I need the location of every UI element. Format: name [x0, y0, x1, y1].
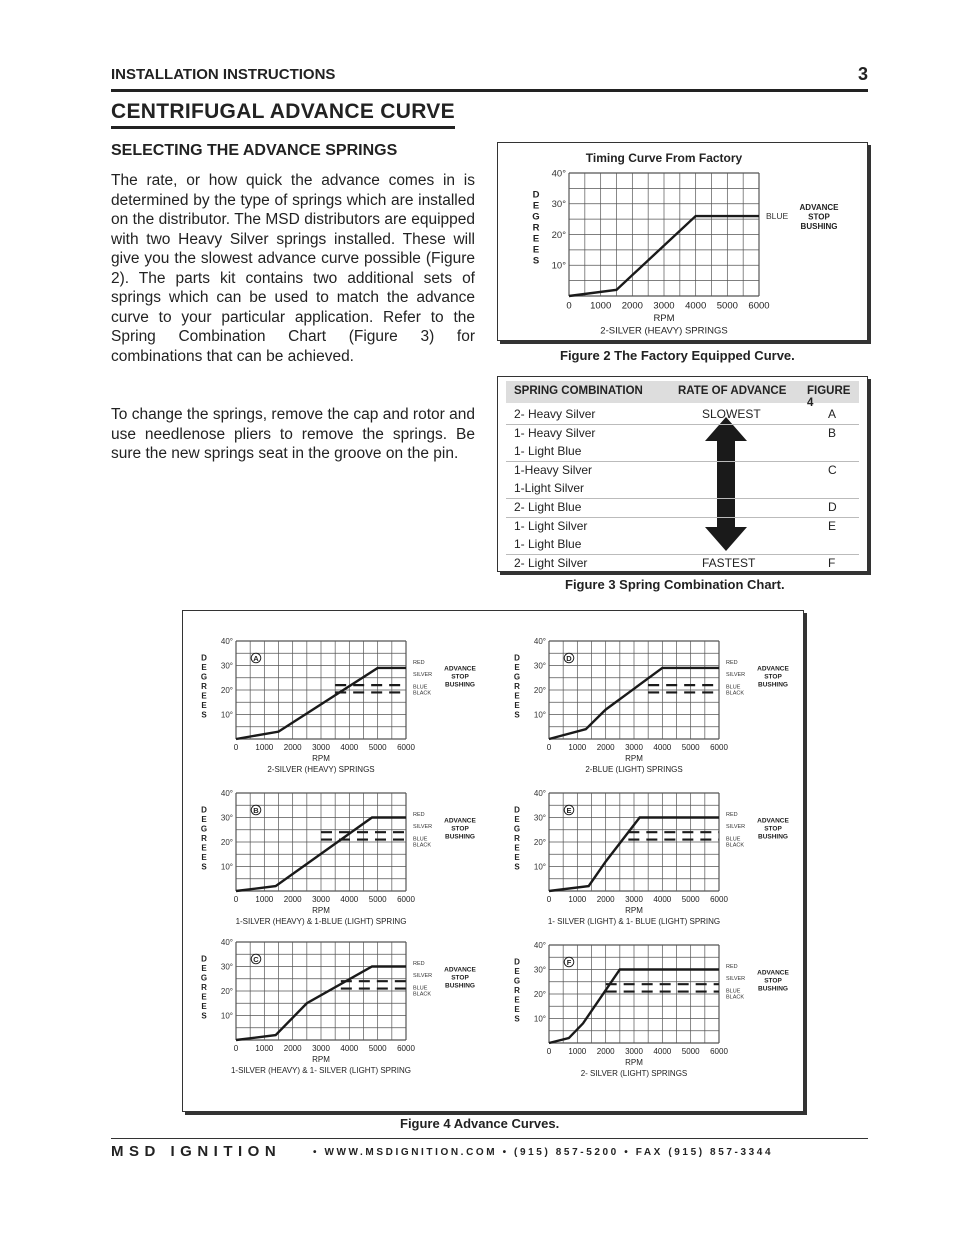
- y-axis-label-letter: E: [514, 701, 520, 711]
- y-axis-label-letter: D: [514, 805, 520, 815]
- y-tick-label: 10°: [551, 260, 566, 272]
- chart-letter: A: [253, 653, 259, 663]
- bushing-color-label: BLACK: [726, 842, 745, 849]
- y-axis-label-letter: E: [201, 853, 207, 863]
- x-tick-label: 3000: [625, 1047, 643, 1056]
- bushing-color-label: RED: [726, 963, 738, 970]
- advance-stop-bushing-label: BUSHING: [445, 833, 475, 841]
- y-axis-label-letter: E: [201, 701, 207, 711]
- x-tick-label: 3000: [625, 743, 643, 752]
- advance-stop-bushing-label: BUSHING: [758, 985, 788, 993]
- x-tick-label: 5000: [681, 895, 700, 904]
- x-tick-label: 4000: [653, 1047, 672, 1056]
- advance-stop-bushing-label: ADVANCE: [757, 969, 789, 977]
- y-axis-label-letter: G: [200, 672, 208, 682]
- spring-combination-cell: 2- Heavy Silver: [514, 407, 596, 421]
- spring-combination-cell: 2- Light Blue: [514, 500, 582, 514]
- rate-of-advance-cell: SLOWEST: [702, 407, 761, 421]
- header-figure-4: FIGURE 4: [807, 385, 851, 409]
- y-axis-label-letter: R: [201, 834, 207, 844]
- advance-stop-bushing-label: ADVANCE: [444, 966, 476, 974]
- bushing-color-label: SILVER: [726, 976, 746, 983]
- bushing-color-label: BLUE: [726, 684, 741, 691]
- y-axis-label-letter: G: [200, 824, 208, 834]
- y-tick-label: 30°: [220, 813, 233, 823]
- x-tick-label: 0: [233, 743, 239, 752]
- x-tick-label: 2000: [621, 300, 643, 312]
- y-axis-label-letter: D: [201, 954, 207, 964]
- chart-E: [514, 789, 790, 926]
- x-tick-label: 4000: [340, 743, 359, 752]
- figure-4-box: [182, 610, 804, 1112]
- y-axis-label-letter: S: [201, 710, 207, 720]
- figure-4-cell: A: [828, 407, 837, 421]
- y-tick-label: 20°: [533, 685, 546, 695]
- spring-combination-cell: 1- Light Blue: [514, 444, 582, 459]
- y-tick-label: 20°: [551, 229, 566, 241]
- y-tick-label: 40°: [220, 636, 233, 646]
- bushing-color-label: BLACK: [413, 991, 432, 998]
- advance-stop-bushing-label: STOP: [764, 673, 782, 681]
- x-tick-label: 6000: [710, 743, 728, 752]
- x-tick-label: 2000: [596, 1047, 615, 1056]
- header-spring-combination: SPRING COMBINATION: [514, 385, 643, 397]
- bushing-color-label: BLACK: [726, 690, 745, 697]
- bushing-color-label: BLACK: [413, 690, 432, 697]
- y-tick-label: 10°: [220, 862, 233, 872]
- x-tick-label: 2000: [283, 1044, 302, 1053]
- y-axis-label-letter: E: [514, 815, 520, 825]
- y-axis-label-letter: E: [514, 853, 520, 863]
- x-tick-label: 6000: [748, 300, 770, 312]
- figure-4-caption: Figure 4 Advance Curves.: [400, 1116, 560, 1131]
- x-tick-label: 4000: [653, 743, 672, 752]
- y-tick-label: 30°: [551, 199, 566, 211]
- table-header: [506, 381, 859, 409]
- x-axis-label: RPM: [312, 754, 330, 763]
- paragraph-change-springs: To change the springs, remove the cap and rotor and use needlenose pliers to remove the springs. Be sure the new springs seat in the groove on the pin.: [111, 406, 475, 462]
- table-row-divider: [506, 517, 859, 518]
- x-tick-label: 5000: [368, 743, 387, 752]
- chart-B: [201, 789, 477, 926]
- x-tick-label: 5000: [368, 895, 387, 904]
- y-tick-label: 40°: [551, 168, 566, 180]
- y-axis-label-letter: E: [201, 1002, 207, 1012]
- x-tick-label: 1000: [255, 1044, 274, 1053]
- figure-4-cell: C: [828, 462, 837, 477]
- y-axis-label-letter: E: [514, 691, 520, 701]
- x-tick-label: 0: [233, 1044, 239, 1053]
- x-tick-label: 2000: [596, 743, 615, 752]
- y-tick-label: 30°: [533, 813, 546, 823]
- paragraph-springs: The rate, or how quick the advance comes in is determined by the type of springs which are installed on the distributor. The MSD distributors are equipped with two Heavy Silver springs installed. These will give you the slowest advance curve possible (Figure 2). The parts kit contains two additional sets of springs which can be used to match the advance curve to your particular application. Refer to the Spring Combination Chart (Figure 3) for combinations that can be achieved.: [111, 172, 475, 365]
- x-tick-label: 6000: [710, 1047, 728, 1056]
- bushing-color-label: BLACK: [413, 842, 432, 849]
- chart-D: [514, 637, 790, 774]
- x-tick-label: 1000: [255, 895, 274, 904]
- chart-letter: D: [566, 653, 572, 663]
- footer-rule: [111, 1138, 868, 1139]
- table-row: [506, 556, 859, 575]
- x-tick-label: 4000: [653, 895, 672, 904]
- spring-combination-cell: 1- Heavy Silver: [514, 425, 596, 440]
- table-row-divider: [506, 554, 859, 555]
- advance-stop-bushing-label: ADVANCE: [757, 817, 789, 825]
- spring-combination-table: [497, 376, 868, 572]
- x-tick-label: 2000: [283, 895, 302, 904]
- y-tick-label: 10°: [533, 710, 546, 720]
- y-axis-label-letter: E: [532, 233, 540, 245]
- x-tick-label: 4000: [340, 895, 359, 904]
- y-axis-label-letter: E: [201, 964, 207, 974]
- chart-letter: E: [566, 805, 572, 815]
- x-tick-label: 6000: [397, 895, 415, 904]
- x-tick-label: 4000: [685, 300, 707, 312]
- x-axis-label: RPM: [625, 906, 643, 915]
- y-axis-label-letter: E: [201, 691, 207, 701]
- bushing-color-label: SILVER: [413, 824, 433, 831]
- bushing-color-label: BLUE: [413, 684, 428, 691]
- bushing-color-label: SILVER: [413, 973, 433, 980]
- y-tick-label: 30°: [220, 661, 233, 671]
- x-tick-label: 0: [546, 895, 552, 904]
- x-tick-label: 2000: [283, 743, 302, 752]
- y-axis-label-letter: D: [532, 189, 540, 201]
- x-axis-label: RPM: [625, 754, 643, 763]
- section-title: CENTRIFUGAL ADVANCE CURVE: [111, 100, 455, 129]
- bushing-color-label: RED: [726, 811, 738, 818]
- subsection-title: SELECTING THE ADVANCE SPRINGS: [111, 142, 398, 159]
- chart-subtitle: 1-SILVER (HEAVY) & 1-BLUE (LIGHT) SPRING: [235, 917, 407, 926]
- y-axis-label-letter: D: [201, 653, 207, 663]
- y-axis-label-letter: G: [200, 973, 208, 983]
- x-tick-label: 0: [546, 1047, 552, 1056]
- y-axis-label-letter: E: [514, 663, 520, 673]
- advance-stop-bushing-label: STOP: [451, 974, 469, 982]
- page-number: 3: [857, 64, 868, 84]
- y-axis-label-letter: S: [514, 1014, 520, 1024]
- x-tick-label: 1000: [568, 895, 587, 904]
- rate-of-advance-cell: FASTEST: [702, 555, 756, 570]
- x-tick-label: 6000: [710, 895, 728, 904]
- bushing-color-label: SILVER: [726, 824, 746, 831]
- table-row-divider: [506, 498, 859, 499]
- chart-subtitle: 1- SILVER (LIGHT) & 1- BLUE (LIGHT) SPRING: [547, 917, 721, 926]
- spring-combination-cell: 1- Light Blue: [514, 537, 582, 552]
- advance-stop-bushing-label: ADVANCE: [444, 817, 476, 825]
- table-row-divider: [506, 424, 859, 425]
- bushing-color-label: SILVER: [726, 672, 746, 679]
- x-tick-label: 1000: [568, 1047, 587, 1056]
- bushing-color-label: BLUE: [413, 985, 428, 992]
- x-tick-label: 1000: [590, 300, 612, 312]
- advance-stop-bushing-label: BUSHING: [445, 982, 475, 990]
- x-tick-label: 3000: [625, 895, 643, 904]
- chart-subtitle: 2-BLUE (LIGHT) SPRINGS: [585, 765, 683, 774]
- y-axis-label-letter: R: [514, 682, 520, 692]
- y-tick-label: 10°: [533, 862, 546, 872]
- bushing-color-label: BLUE: [413, 836, 428, 843]
- y-tick-label: 20°: [533, 837, 546, 847]
- y-tick-label: 10°: [220, 710, 233, 720]
- y-tick-label: 10°: [533, 1014, 546, 1024]
- x-tick-label: 0: [233, 895, 239, 904]
- x-tick-label: 2000: [596, 895, 615, 904]
- advance-curves-charts: [183, 611, 805, 1113]
- y-axis-label-letter: E: [201, 663, 207, 673]
- bushing-color-label: RED: [413, 811, 425, 818]
- bushing-color-label: RED: [413, 960, 425, 967]
- chart-title: Timing Curve From Factory: [585, 151, 743, 165]
- table-row: [506, 519, 859, 556]
- spring-combination-cell: 1-Light Silver: [514, 481, 585, 496]
- chart-F: [514, 941, 790, 1078]
- y-axis-label-letter: R: [514, 834, 520, 844]
- x-tick-label: 1000: [255, 743, 274, 752]
- y-tick-label: 40°: [220, 937, 233, 947]
- x-tick-label: 0: [546, 743, 552, 752]
- y-axis-label-letter: G: [513, 672, 521, 682]
- y-axis-label-letter: G: [532, 211, 540, 223]
- chart-subtitle: 2-SILVER (HEAVY) SPRINGS: [267, 765, 375, 774]
- x-axis-label: RPM: [625, 1058, 643, 1067]
- y-axis-label-letter: G: [513, 824, 521, 834]
- x-axis-label: RPM: [653, 313, 675, 324]
- advance-stop-bushing-label: STOP: [451, 825, 469, 833]
- advance-stop-bushing-label: ADVANCE: [799, 202, 839, 212]
- advance-stop-bushing-label: ADVANCE: [444, 665, 476, 673]
- y-axis-label-letter: E: [201, 815, 207, 825]
- bushing-color-label: RED: [413, 659, 425, 666]
- x-tick-label: 3000: [312, 743, 330, 752]
- chart-factory: [532, 151, 839, 337]
- y-axis-label-letter: S: [201, 862, 207, 872]
- y-axis-label-letter: E: [514, 995, 520, 1005]
- x-axis-label: RPM: [312, 1055, 330, 1064]
- table-row-divider: [506, 461, 859, 462]
- y-tick-label: 40°: [220, 788, 233, 798]
- y-axis-label-letter: E: [532, 244, 540, 256]
- y-axis-label-letter: S: [201, 1011, 207, 1021]
- y-axis-label-letter: E: [532, 200, 540, 212]
- page-header: [111, 66, 868, 92]
- x-tick-label: 5000: [368, 1044, 387, 1053]
- y-tick-label: 40°: [533, 636, 546, 646]
- y-axis-label-letter: E: [514, 1005, 520, 1015]
- x-tick-label: 6000: [397, 743, 415, 752]
- x-tick-label: 3000: [653, 300, 675, 312]
- footer-contact: • WWW.MSDIGNITION.COM • (915) 857-5200 • FAX (915) 857-3344: [313, 1147, 774, 1158]
- series-label: BLUE: [766, 211, 789, 222]
- x-tick-label: 4000: [340, 1044, 359, 1053]
- chart-subtitle: 1-SILVER (HEAVY) & 1- SILVER (LIGHT) SPRING: [230, 1066, 412, 1075]
- advance-stop-bushing-label: STOP: [451, 673, 469, 681]
- advance-stop-bushing-label: BUSHING: [758, 833, 788, 841]
- table-row: [506, 463, 859, 500]
- header-title: INSTALLATION INSTRUCTIONS: [111, 66, 336, 83]
- y-axis-label-letter: E: [201, 843, 207, 853]
- chart-letter: C: [253, 954, 259, 964]
- advance-stop-bushing-label: BUSHING: [758, 681, 788, 689]
- spring-combination-cell: 2- Light Silver: [514, 555, 588, 570]
- y-axis-label-letter: E: [514, 843, 520, 853]
- bushing-color-label: SILVER: [413, 672, 433, 679]
- y-axis-label-letter: R: [514, 986, 520, 996]
- x-tick-label: 3000: [312, 895, 330, 904]
- y-tick-label: 30°: [220, 962, 233, 972]
- advance-stop-bushing-label: STOP: [764, 977, 782, 985]
- chart-subtitle: 2- SILVER (LIGHT) SPRINGS: [580, 1069, 688, 1078]
- x-tick-label: 0: [566, 300, 572, 312]
- y-axis-label-letter: G: [513, 976, 521, 986]
- bushing-color-label: BLUE: [726, 836, 741, 843]
- y-tick-label: 20°: [533, 989, 546, 999]
- y-axis-label-letter: S: [514, 862, 520, 872]
- figure-3-caption: Figure 3 Spring Combination Chart.: [565, 577, 785, 592]
- y-tick-label: 40°: [533, 788, 546, 798]
- bushing-color-label: BLUE: [726, 988, 741, 995]
- figure-4-cell: F: [828, 555, 836, 570]
- y-tick-label: 20°: [220, 837, 233, 847]
- bushing-color-label: BLACK: [726, 994, 745, 1001]
- table-row: [506, 426, 859, 463]
- x-tick-label: 5000: [681, 1047, 700, 1056]
- y-tick-label: 20°: [220, 986, 233, 996]
- figure-2-caption: Figure 2 The Factory Equipped Curve.: [560, 348, 795, 363]
- x-tick-label: 5000: [716, 300, 738, 312]
- spring-combination-cell: 1-Heavy Silver: [514, 462, 593, 477]
- chart-letter: B: [253, 805, 259, 815]
- y-axis-label-letter: R: [532, 222, 540, 234]
- advance-stop-bushing-label: ADVANCE: [757, 665, 789, 673]
- chart-A: [201, 637, 477, 774]
- bushing-color-label: RED: [726, 659, 738, 666]
- footer-brand: MSD IGNITION: [111, 1143, 282, 1160]
- y-tick-label: 20°: [220, 685, 233, 695]
- advance-stop-bushing-label: STOP: [808, 212, 830, 222]
- chart-C: [201, 938, 477, 1075]
- x-axis-label: RPM: [312, 906, 330, 915]
- y-tick-label: 30°: [533, 965, 546, 975]
- advance-stop-bushing-label: STOP: [764, 825, 782, 833]
- advance-stop-bushing-label: BUSHING: [445, 681, 475, 689]
- y-axis-label-letter: D: [201, 805, 207, 815]
- figure-4-cell: E: [828, 518, 837, 533]
- y-tick-label: 40°: [533, 940, 546, 950]
- y-axis-label-letter: R: [201, 682, 207, 692]
- y-tick-label: 10°: [220, 1011, 233, 1021]
- header-rate-of-advance: RATE OF ADVANCE: [678, 385, 787, 397]
- y-axis-label-letter: D: [514, 957, 520, 967]
- figure-4-cell: B: [828, 425, 837, 440]
- x-tick-label: 5000: [681, 743, 700, 752]
- y-axis-label-letter: D: [514, 653, 520, 663]
- chart-letter: F: [566, 957, 572, 967]
- y-tick-label: 30°: [533, 661, 546, 671]
- y-axis-label-letter: R: [201, 983, 207, 993]
- x-tick-label: 6000: [397, 1044, 415, 1053]
- figure-4-cell: D: [828, 500, 837, 514]
- y-axis-label-letter: E: [201, 992, 207, 1002]
- y-axis-label-letter: S: [514, 710, 520, 720]
- advance-stop-bushing-label: BUSHING: [800, 221, 838, 231]
- spring-combination-cell: 1- Light Silver: [514, 518, 588, 533]
- x-tick-label: 1000: [568, 743, 587, 752]
- y-axis-label-letter: E: [514, 967, 520, 977]
- y-axis-label-letter: S: [532, 255, 540, 267]
- figure-2-box: [497, 142, 868, 341]
- chart-subtitle: 2-SILVER (HEAVY) SPRINGS: [600, 325, 728, 337]
- x-tick-label: 3000: [312, 1044, 330, 1053]
- factory-timing-chart: [498, 143, 869, 342]
